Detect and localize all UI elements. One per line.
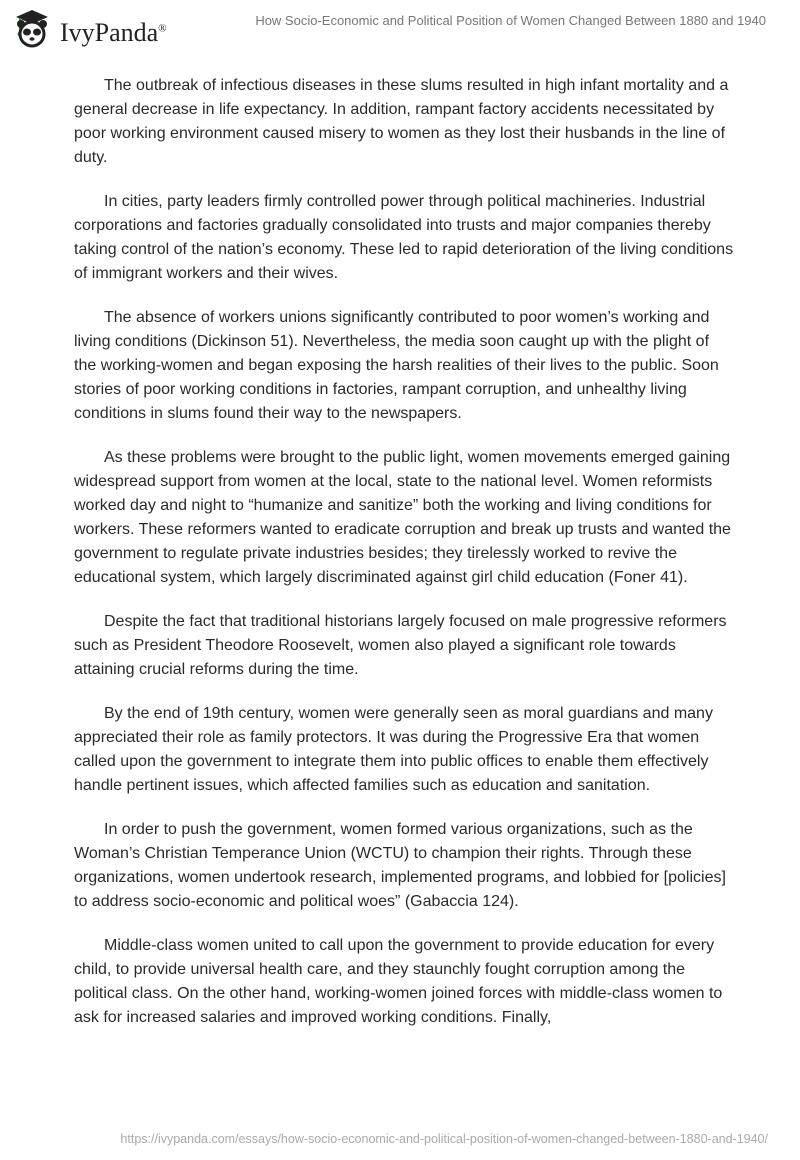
paragraph: Middle-class women united to call upon the government to provide education for every child, to provide universal health care, and they staunchly fought corruption among the political class. On the other hand, working-women joined forces with middle-class women to ask for increased salaries and improved working conditions. Finally, (74, 937, 723, 1026)
paragraph: In cities, party leaders firmly controlled power through political machineries. Industrial corporations and factories gradually consolidated into trusts and major companies thereby taking control of the nation’s economy. These led to rapid deterioration of the living conditions of immigrant workers and their wives. (74, 193, 734, 282)
paragraph: In order to push the government, women formed various organizations, such as the Woman’s Christian Temperance Union (WCTU) to champion their rights. Through these organizations, women undertook research, implemented programs, and lobbied for [policies] to address socio-economic and political woes” (Gabaccia 124). (74, 821, 726, 910)
paragraph: As these problems were brought to the public light, women movements emerged gaining widespread support from women at the local, state to the national level. Women reformists worked day and night to “humanize and sanitize” both the working and living conditions for workers. These reformers wanted to eradicate corruption and break up trusts and wanted the government to regulate private industries besides; they tirelessly worked to revive the educational system, which largely discriminated against girl child education (Foner 41). (74, 449, 731, 586)
paragraph: The absence of workers unions significantly contributed to poor women’s working and living conditions (Dickinson 51). Nevertheless, the media soon caught up with the plight of the working-women and began exposing the harsh realities of their lives to the public. Soon stories of poor working conditions in factories, rampant corruption, and unhealthy living conditions in slums found their way to the newspapers. (74, 309, 719, 422)
source-url[interactable]: https://ivypanda.com/essays/how-socio-economic-and-political-position-of-women-changed-between-1880-and-1940/ (120, 1132, 768, 1146)
paragraph: Despite the fact that traditional historians largely focused on male progressive reformers such as President Theodore Roosevelt, women also played a significant role towards attaining crucial reforms during the time. (74, 613, 727, 678)
paragraph: The outbreak of infectious diseases in these slums resulted in high infant mortality and a general decrease in life expectancy. In addition, rampant factory accidents necessitated by poor working environment caused misery to women as they lost their husbands in the line of duty. (74, 77, 729, 166)
document-title: How Socio-Economic and Political Position of Women Changed Between 1880 and 1940 (255, 13, 766, 28)
panda-graduate-icon (12, 8, 52, 48)
ivypanda-logo[interactable] (12, 8, 167, 48)
paragraph: By the end of 19th century, women were generally seen as moral guardians and many appreciated their role as family protectors. It was during the Progressive Era that women called upon the government to integrate them into public offices to enable them effectively handle pertinent issues, which affected families such as education and sanitation. (74, 705, 713, 794)
logo-text: IvyPanda® (60, 18, 167, 47)
essay-body (74, 74, 734, 1050)
